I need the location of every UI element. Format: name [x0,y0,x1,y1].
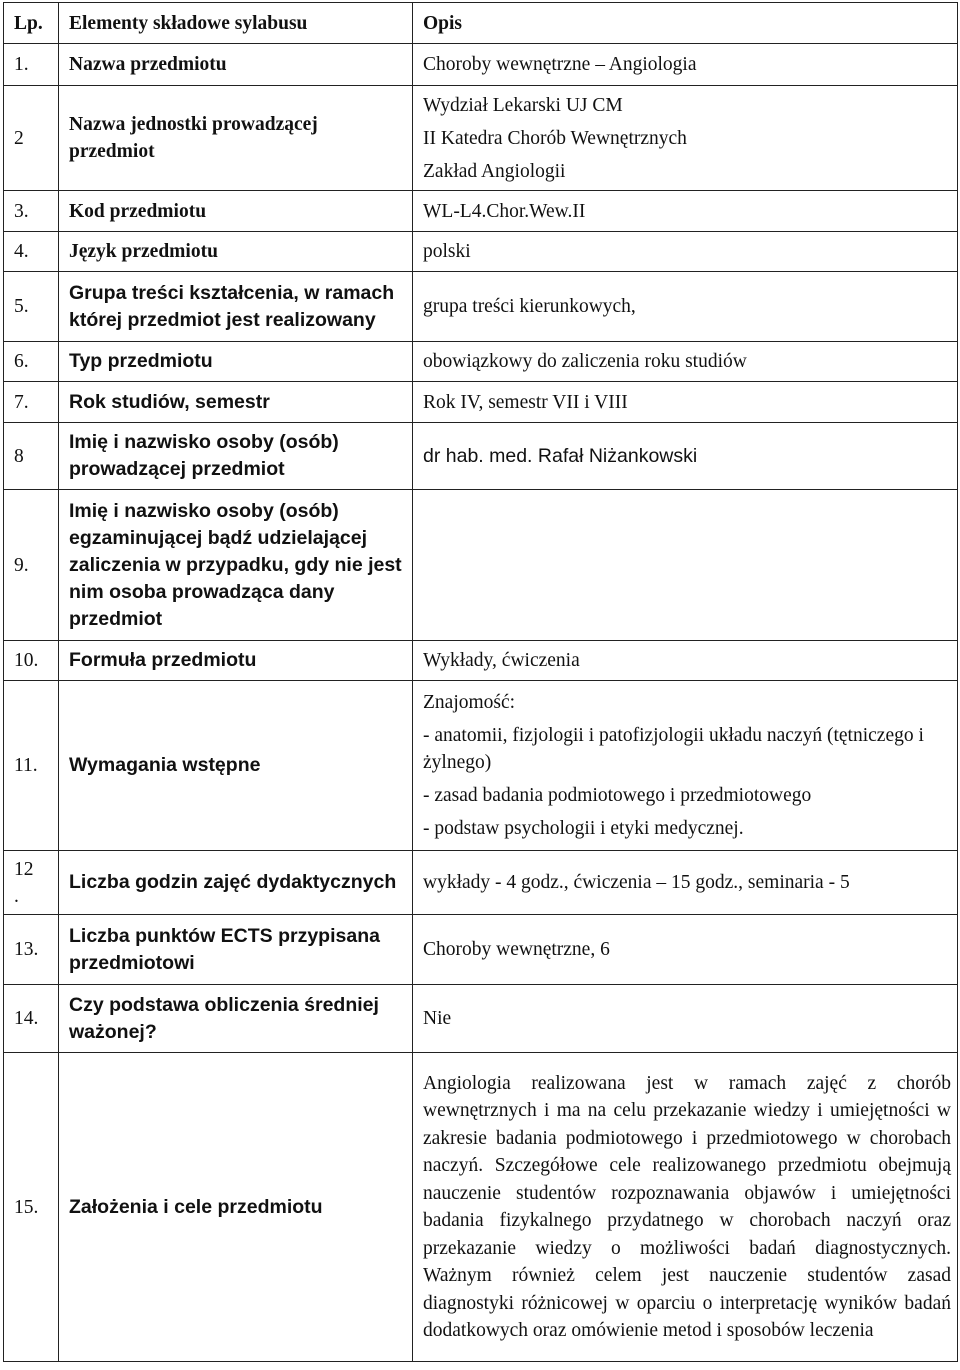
row-opis: dr hab. med. Rafał Niżankowski [413,423,958,490]
row-element: Założenia i cele przedmiotu [59,1053,413,1362]
table-row [4,423,958,490]
row-number: 15. [4,1053,59,1362]
opis-line: - zasad badania podmiotowego i przedmiotowego [423,785,812,806]
row-number: 12 . [4,851,59,915]
row-number: 3. [4,191,59,232]
table-row [4,86,958,191]
row-element: Formuła przedmiotu [59,641,413,681]
row-element: Liczba punktów ECTS przypisana przedmiotowi [59,915,413,985]
table-row [4,272,958,342]
opis-line: Zakład Angiologii [423,160,566,182]
table-row [4,44,958,86]
row-opis: WL-L4.Chor.Wew.II [413,191,958,232]
row-number: 8 [4,423,59,490]
row-element: Język przedmiotu [59,232,413,272]
row-number: 7. [4,382,59,423]
table-row [4,232,958,272]
row-opis: grupa treści kierunkowych, [413,272,958,342]
header-element: Elementy składowe sylabusu [59,3,413,44]
row-number: 5. [4,272,59,342]
row-element: Nazwa przedmiotu [59,44,413,86]
row-number: 14. [4,985,59,1053]
table-row [4,490,958,641]
row-number: 11. [4,681,59,851]
table-row [4,382,958,423]
table-row [4,681,958,851]
table-row [4,1053,958,1362]
opis-line: Wydział Lekarski UJ CM [423,94,623,116]
header-row [4,3,958,44]
header-lp: Lp. [4,3,59,44]
row-opis: Choroby wewnętrzne, 6 [413,915,958,985]
table-row [4,641,958,681]
row-number: 2 [4,86,59,191]
opis-line: - podstaw psychologii i etyki medycznej. [423,818,744,839]
row-opis: Nie [413,985,958,1053]
row-element: Czy podstawa obliczenia średniej ważonej? [59,985,413,1053]
row-element: Kod przedmiotu [59,191,413,232]
row-opis [413,86,958,191]
table-row [4,851,958,915]
row-number: 10. [4,641,59,681]
table-row [4,915,958,985]
opis-line: - anatomii, fizjologii i patofizjologii układu naczyń (tętniczego i żylnego) [423,725,924,773]
table-row [4,342,958,382]
row-opis: Rok IV, semestr VII i VIII [413,382,958,423]
row-number: 1. [4,44,59,86]
row-opis: Choroby wewnętrzne – Angiologia [413,44,958,86]
row-opis: wykłady - 4 godz., ćwiczenia – 15 godz., seminaria - 5 [413,851,958,915]
row-element: Liczba godzin zajęć dydaktycznych [59,851,413,915]
row-number: 13. [4,915,59,985]
row-element: Imię i nazwisko osoby (osób) prowadzącej przedmiot [59,423,413,490]
row-number: 6. [4,342,59,382]
row-number: 4. [4,232,59,272]
table-row [4,191,958,232]
row-element: Grupa treści kształcenia, w ramach której przedmiot jest realizowany [59,272,413,342]
row-opis: obowiązkowy do zaliczenia roku studiów [413,342,958,382]
syllabus-table [3,2,958,1362]
row-element: Imię i nazwisko osoby (osób) egzaminującej bądź udzielającej zaliczenia w przypadku, gdy nie jest nim osoba prowadząca dany przedmiot [59,490,413,641]
row-opis: Wykłady, ćwiczenia [413,641,958,681]
row-opis: polski [413,232,958,272]
row-element: Wymagania wstępne [59,681,413,851]
row-opis: Angiologia realizowana jest w ramach zajęć z chorób wewnętrznych i ma na celu przekazanie wiedzy i umiejętności w zakresie badania podmiotowego i przedmiotowego w chorobach naczyń. Szczegółowe cele realizowanego przedmiotu obejmują nauczenie studentów rozpoznawania objawów i umiejętności badania fizykalnego przydatnego w chorobach naczyń oraz przekazanie wiedzy o możliwości badań diagnostycznych. Ważnym również celem jest nauczenie studentów zasad diagnostyki różnicowej w oparciu o interpretację wyników badań dodatkowych oraz omówienie metod i sposobów leczenia [413,1053,958,1362]
row-element: Typ przedmiotu [59,342,413,382]
opis-line: II Katedra Chorób Wewnętrznych [423,127,687,149]
opis-line: Znajomość: [423,692,516,713]
row-number: 9. [4,490,59,641]
row-opis-empty [413,490,958,641]
row-element: Rok studiów, semestr [59,382,413,423]
row-element: Nazwa jednostki prowadzącej przedmiot [59,86,413,191]
table-row [4,985,958,1053]
header-opis: Opis [413,3,958,44]
row-opis [413,681,958,851]
